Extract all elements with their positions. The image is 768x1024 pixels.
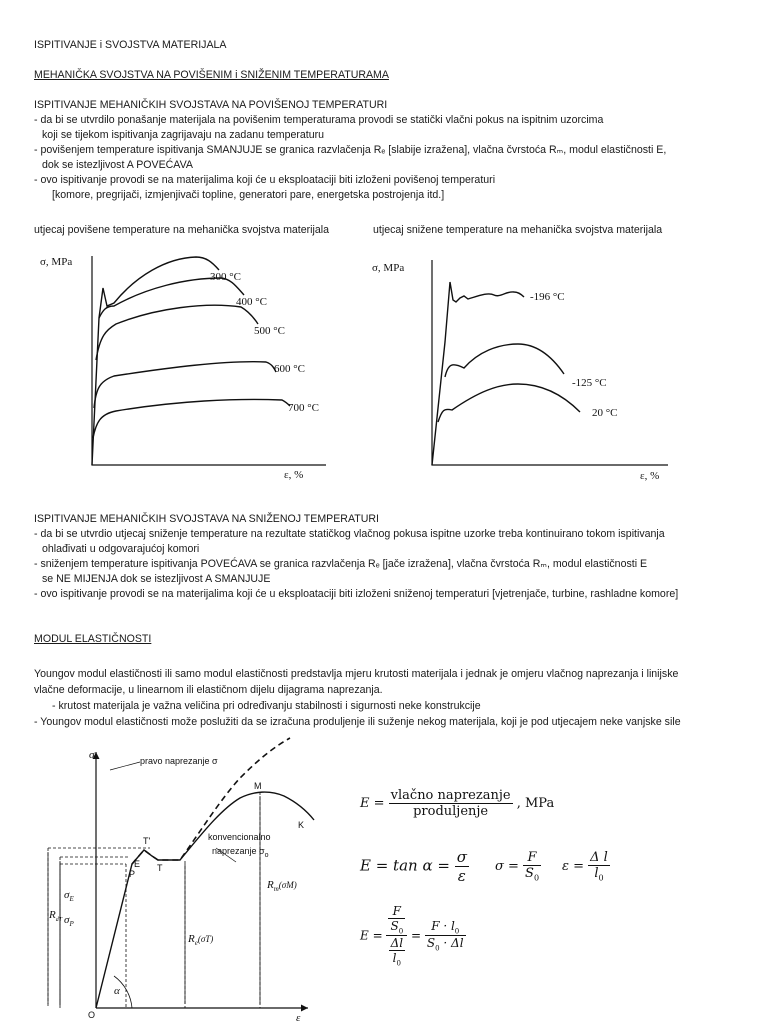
chart-hot-xlabel: ε, % xyxy=(284,469,304,481)
formula-2-lhs: E = tan α = xyxy=(360,856,450,875)
caption-cold-chart: utjecaj snižene temperature na mehanička svojstva materijala xyxy=(373,224,663,236)
modulus-line-4: - Youngov modul elastičnosti može poslužiti da se izračuna produljenje ili suženje nekog materijala, koji je pod utjecajem neke vanjske sile xyxy=(34,716,681,728)
formula-5-compound-fraction: $\frac{\frac{F}{S_0}}{\frac{\Delta l}{l_0}}$ xyxy=(386,904,407,968)
r-e-label: $R_e^{(\sigma T)}$ xyxy=(188,933,214,947)
hot-line-2: koji se tijekom ispitivanja zagrijavaju na zadanu temperaturu xyxy=(42,129,325,141)
formula-5-equals: = xyxy=(411,928,422,943)
formula-2-fraction: $\frac{\sigma}{\varepsilon}$ xyxy=(456,848,467,885)
label-20c: 20 °C xyxy=(592,407,618,419)
conventional-stress-label-1: konvencionalno xyxy=(208,832,271,842)
chart-cold-temperature xyxy=(368,252,688,492)
section-heading-temperatures: MEHANIČKA SVOJSTVA NA POVIŠENIM i SNIŽENIM TEMPERATURAMA xyxy=(34,69,389,81)
point-o-label: O xyxy=(88,1010,96,1020)
true-stress-label: pravo naprezanje σ xyxy=(140,756,218,766)
cold-line-3: - sniženjem temperature ispitivanja POVEĆAVA se granica razvlačenja Rₑ [jače izražena], vlačna čvrstoća Rₘ, modul elastičnosti E xyxy=(34,558,648,570)
point-k-label: K xyxy=(298,820,305,830)
true-stress-leader xyxy=(110,762,140,770)
r-m-label: $R_m^{(\sigma M)}$ xyxy=(267,879,297,893)
formula-5-lhs: E = xyxy=(360,928,383,943)
conventional-stress-label-2: naprezanje $\sigma_o$ xyxy=(212,846,269,859)
curve-minus125c xyxy=(445,344,564,377)
subheading-cold: ISPITIVANJE MEHANIČKIH SVOJSTAVA NA SNIŽENOJ TEMPERATURI xyxy=(34,513,379,525)
formula-1-lhs: E = xyxy=(360,796,385,811)
point-e-label: E xyxy=(134,859,141,869)
alpha-label: α xyxy=(114,985,120,997)
chart-hot-axes xyxy=(92,256,326,465)
stress-strain-diagram xyxy=(40,740,340,1024)
section-heading-modulus: MODUL ELASTIČNOSTI xyxy=(34,633,152,645)
cold-line-4: se NE MIJENJA dok se istezljivost A SMANJUJE xyxy=(42,573,271,585)
modulus-line-2: vlačne deformacije, u linearnom ili elastičnom dijelu dijagrama naprezanja. xyxy=(34,684,383,696)
cold-line-5: - ovo ispitivanje provodi se na materijalima koji će u eksploataciji biti izloženi sniženoj temperaturi [vjetrenjače, turbine, rashladne komore] xyxy=(34,588,679,600)
formula-3-fraction: $\frac{F}{S_0}$ xyxy=(525,850,540,883)
hot-line-3: - povišenjem temperature ispitivanja SMANJUJE se granica razvlačenja Rₑ [slabije izražena], vlačna čvrstoća Rₘ, modul elastičnosti E, xyxy=(34,144,667,156)
point-t-prime-label: T' xyxy=(143,836,151,846)
diagram-dimension-arrows xyxy=(48,796,260,1004)
sigma-p-label: $\sigma_P$ xyxy=(64,914,74,928)
diagram-x-label: ε xyxy=(296,1012,301,1024)
hot-line-5: - ovo ispitivanje provodi se na materijalima koji će u eksploataciji biti izloženi povišenoj temperaturi xyxy=(34,174,496,186)
formula-modulus-tan xyxy=(360,848,469,885)
modulus-line-1: Youngov modul elastičnosti ili samo modul elastičnosti predstavlja mjeru krutosti materijala i jednak je omjeru vlačnog naprezanja i linijske xyxy=(34,668,679,680)
curve-700c xyxy=(93,399,290,438)
formula-5-simplified-fraction: $\frac{F \cdot l_0}{S_0 \cdot \Delta l}$ xyxy=(426,919,464,953)
label-minus125c: -125 °C xyxy=(572,377,607,389)
formula-1-denominator: produljenje xyxy=(413,804,489,819)
label-500c: 500 °C xyxy=(254,325,285,337)
hot-line-1: - da bi se utvrdilo ponašanje materijala na povišenim temperaturama provodi se statički vlačni pokus na ispitnim uzorcima xyxy=(34,114,604,126)
document-title: ISPITIVANJE i SVOJSTVA MATERIJALA xyxy=(34,39,227,51)
formula-1-unit: , MPa xyxy=(516,796,555,811)
caption-hot-chart: utjecaj povišene temperature na mehanička svojstva materijala xyxy=(34,224,330,236)
point-p-label: P xyxy=(129,869,136,879)
diagram-y-label: σ xyxy=(89,749,95,761)
subheading-hot: ISPITIVANJE MEHANIČKIH SVOJSTAVA NA POVIŠENOJ TEMPERATURI xyxy=(34,99,388,111)
formula-strain xyxy=(562,850,610,883)
curve-500c xyxy=(96,305,258,360)
label-700c: 700 °C xyxy=(288,402,319,414)
modulus-line-3: - krutost materijala je važna veličina pri određivanju stabilnosti i sigurnosti neke konstrukcije xyxy=(52,700,481,712)
formula-modulus-definition xyxy=(360,788,554,819)
cold-line-2: ohlađivati u odgovarajućoj komori xyxy=(42,543,200,555)
point-t-label: T xyxy=(157,863,163,873)
sigma-e-label: $\sigma_E$ xyxy=(64,889,74,903)
label-300c: 300 °C xyxy=(210,271,241,283)
point-m-label: M xyxy=(254,781,262,791)
label-600c: 600 °C xyxy=(274,363,305,375)
formula-4-lhs: ε = xyxy=(562,858,585,874)
diagram-guide-lines xyxy=(48,792,260,1008)
chart-cold-xlabel: ε, % xyxy=(640,470,660,482)
curve-400c xyxy=(99,278,244,318)
hot-line-6: [komore, pregrijači, izmjenjivači topline, generatori pare, energetska postrojenja itd.] xyxy=(52,189,445,201)
hot-line-4: dok se istezljivost A POVEĆAVA xyxy=(42,159,193,171)
label-minus196c: -196 °C xyxy=(530,291,565,303)
formula-modulus-expanded xyxy=(360,904,466,968)
formula-stress xyxy=(495,850,541,883)
curve-20c xyxy=(438,384,580,422)
chart-hot-temperature xyxy=(36,248,356,488)
formula-1-fraction xyxy=(389,788,513,819)
cold-line-1: - da bi se utvrdio utjecaj sniženje temperature na rezultate statičkog vlačnog pokusa ispitne uzorke treba kontinuirano tokom ispitivanja xyxy=(34,528,665,540)
formula-1-numerator: vlačno naprezanje xyxy=(390,788,511,803)
curve-600c xyxy=(94,362,276,408)
r-dt-label: $R_{dT}$ xyxy=(49,909,63,923)
chart-cold-ylabel: σ, MPa xyxy=(372,262,405,274)
label-400c: 400 °C xyxy=(236,296,267,308)
chart-hot-ylabel: σ, MPa xyxy=(40,256,73,268)
formula-4-fraction: $\frac{\text{Δ l}}{l_0}$ xyxy=(590,850,608,883)
formula-3-lhs: σ = xyxy=(495,858,519,874)
